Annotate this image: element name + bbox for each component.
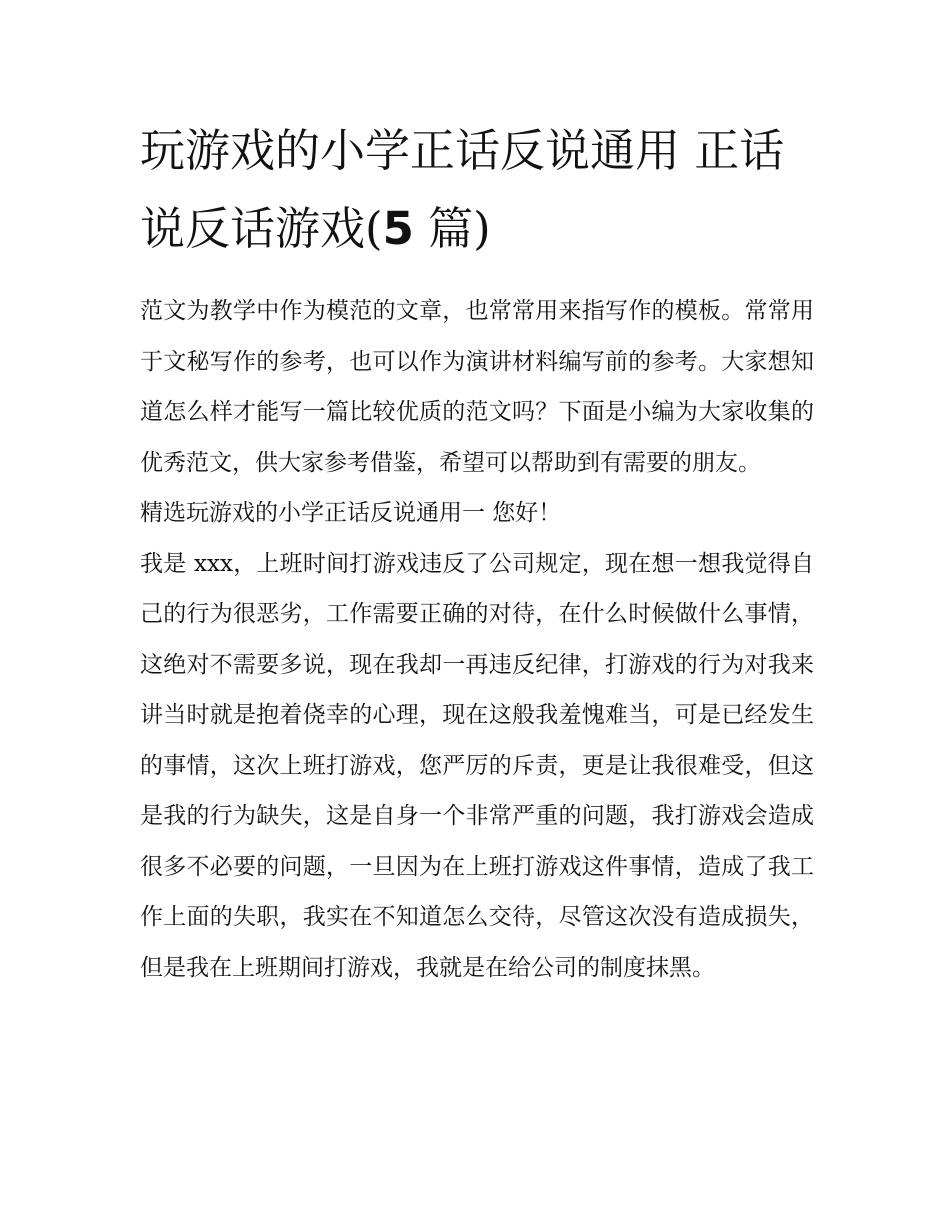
document-title: [140, 112, 814, 268]
intro-paragraph: 范文为教学中作为模范的文章，也常常用来指写作的模板。常常用于文秘写作的参考，也可以作为演讲材料编写前的参考。大家想知道怎么样才能写一篇比较优质的范文吗？下面是小编为大家收集的优秀范文，供大家参考借鉴，希望可以帮助到有需要的朋友。: [140, 298, 814, 476]
body-paragraph: 我是 xxx，上班时间打游戏违反了公司规定，现在想一想我觉得自己的行为很恶劣，工作需要正确的对待，在什么时候做什么事情，这绝对不需要多说，现在我却一再违反纪律，打游戏的行为对我来讲当时就是抱着侥幸的心理，现在这般我羞愧难当，可是已经发生的事情，这次上班打游戏，您严厉的斥责，更是让我很难受，但这是我的行为缺失，这是自身一个非常严重的问题，我打游戏会造成很多不必要的问题，一旦因为在上班打游戏这件事情，造成了我工作上面的失职，我实在不知道怎么交待，尽管这次没有造成损失，但是我在上班期间打游戏，我就是在给公司的制度抹黑。: [140, 550, 814, 981]
title-main: 玩游戏的小学正话反说通用 正话说反话游戏(: [140, 124, 785, 255]
title-tail: 篇): [413, 202, 491, 255]
title-number: 5: [382, 202, 414, 255]
section-heading: 精选玩游戏的小学正话反说通用一 您好！: [140, 500, 562, 526]
